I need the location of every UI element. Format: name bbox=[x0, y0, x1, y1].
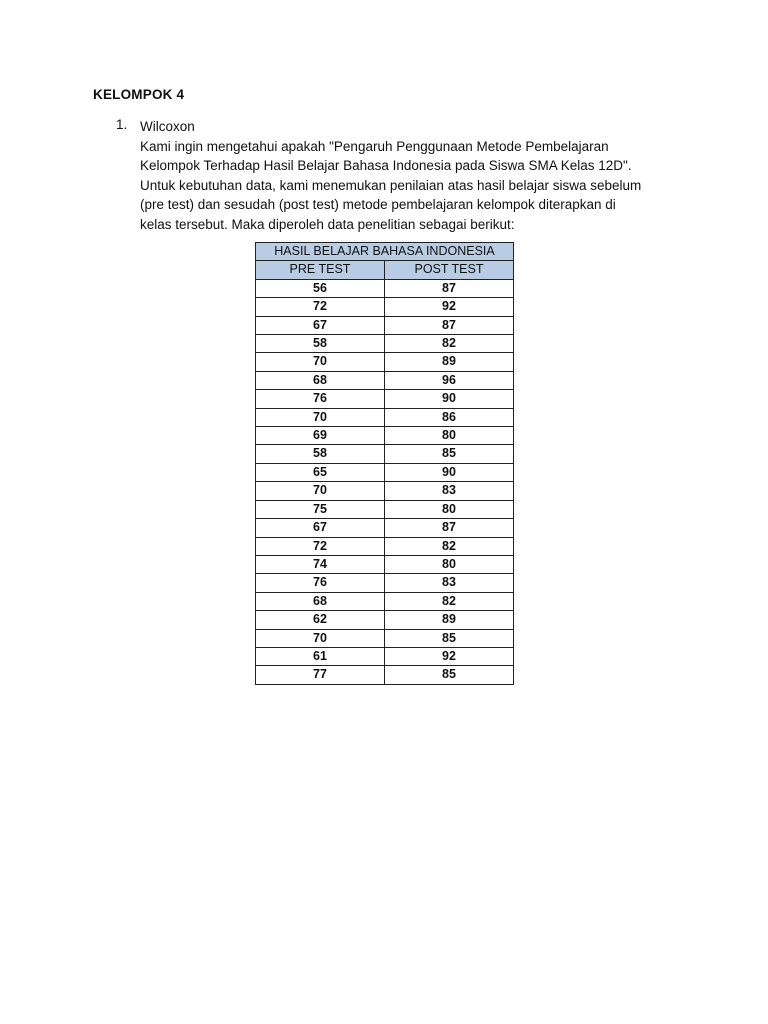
post-test-cell: 83 bbox=[385, 574, 514, 592]
pre-test-cell: 65 bbox=[256, 463, 385, 481]
pre-test-cell: 62 bbox=[256, 611, 385, 629]
table-row bbox=[256, 298, 514, 316]
table-row bbox=[256, 353, 514, 371]
pre-test-cell: 68 bbox=[256, 592, 385, 610]
pre-test-cell: 68 bbox=[256, 371, 385, 389]
paragraph-line: Kami ingin mengetahui apakah "Pengaruh Penggunaan Metode Pembelajaran bbox=[140, 138, 609, 154]
table-row bbox=[256, 482, 514, 500]
table-row bbox=[256, 316, 514, 334]
table-row bbox=[256, 408, 514, 426]
pre-test-cell: 76 bbox=[256, 574, 385, 592]
table-row bbox=[256, 611, 514, 629]
table-row bbox=[256, 666, 514, 684]
item-body bbox=[140, 117, 680, 234]
table-row bbox=[256, 519, 514, 537]
pre-test-cell: 75 bbox=[256, 500, 385, 518]
pre-test-cell: 58 bbox=[256, 335, 385, 353]
table-row bbox=[256, 537, 514, 555]
paragraph-line: (pre test) dan sesudah (post test) metode pembelajaran kelompok diterapkan di bbox=[140, 197, 616, 212]
table-body bbox=[256, 279, 514, 684]
post-test-cell: 80 bbox=[385, 500, 514, 518]
table-title: HASIL BELAJAR BAHASA INDONESIA bbox=[256, 243, 514, 261]
pre-test-cell: 72 bbox=[256, 537, 385, 555]
pre-test-cell: 56 bbox=[256, 279, 385, 297]
item-title: Wilcoxon bbox=[140, 119, 195, 134]
post-test-cell: 82 bbox=[385, 335, 514, 353]
post-test-cell: 86 bbox=[385, 408, 514, 426]
table-row bbox=[256, 427, 514, 445]
pre-test-cell: 74 bbox=[256, 555, 385, 573]
post-test-cell: 85 bbox=[385, 445, 514, 463]
post-test-cell: 92 bbox=[385, 647, 514, 665]
table-row bbox=[256, 500, 514, 518]
post-test-cell: 96 bbox=[385, 371, 514, 389]
post-test-cell: 80 bbox=[385, 555, 514, 573]
table-row bbox=[256, 371, 514, 389]
post-test-cell: 89 bbox=[385, 353, 514, 371]
post-test-cell: 80 bbox=[385, 427, 514, 445]
pre-test-cell: 70 bbox=[256, 408, 385, 426]
pre-test-cell: 70 bbox=[256, 353, 385, 371]
table-row bbox=[256, 574, 514, 592]
pre-test-cell: 58 bbox=[256, 445, 385, 463]
pre-test-cell: 67 bbox=[256, 316, 385, 334]
item-paragraph bbox=[140, 137, 680, 235]
post-test-cell: 82 bbox=[385, 592, 514, 610]
table-row bbox=[256, 445, 514, 463]
table-row bbox=[256, 463, 514, 481]
post-test-cell: 87 bbox=[385, 316, 514, 334]
paragraph-line: kelas tersebut. Maka diperoleh data penelitian sebagai berikut: bbox=[140, 216, 515, 232]
item-number: 1. bbox=[116, 117, 128, 132]
post-test-cell: 85 bbox=[385, 666, 514, 684]
post-test-cell: 85 bbox=[385, 629, 514, 647]
results-table bbox=[255, 242, 514, 685]
pre-test-cell: 76 bbox=[256, 390, 385, 408]
pre-test-cell: 77 bbox=[256, 666, 385, 684]
table-row bbox=[256, 390, 514, 408]
post-test-cell: 83 bbox=[385, 482, 514, 500]
group-heading: KELOMPOK 4 bbox=[93, 87, 185, 102]
table-row bbox=[256, 555, 514, 573]
pre-test-cell: 70 bbox=[256, 482, 385, 500]
post-test-cell: 87 bbox=[385, 279, 514, 297]
pre-test-cell: 61 bbox=[256, 647, 385, 665]
post-test-cell: 90 bbox=[385, 390, 514, 408]
pre-test-cell: 72 bbox=[256, 298, 385, 316]
table-row bbox=[256, 592, 514, 610]
post-test-cell: 87 bbox=[385, 519, 514, 537]
table-row bbox=[256, 335, 514, 353]
post-test-cell: 92 bbox=[385, 298, 514, 316]
table-row bbox=[256, 279, 514, 297]
column-header-pre-test: PRE TEST bbox=[256, 261, 385, 279]
paragraph-line: Kelompok Terhadap Hasil Belajar Bahasa Indonesia pada Siswa SMA Kelas 12D". bbox=[140, 158, 632, 173]
pre-test-cell: 70 bbox=[256, 629, 385, 647]
column-header-post-test: POST TEST bbox=[385, 261, 514, 279]
post-test-cell: 82 bbox=[385, 537, 514, 555]
pre-test-cell: 69 bbox=[256, 427, 385, 445]
post-test-cell: 90 bbox=[385, 463, 514, 481]
pre-test-cell: 67 bbox=[256, 519, 385, 537]
post-test-cell: 89 bbox=[385, 611, 514, 629]
table-row bbox=[256, 647, 514, 665]
paragraph-line: Untuk kebutuhan data, kami menemukan penilaian atas hasil belajar siswa sebelum bbox=[140, 177, 642, 193]
table-row bbox=[256, 629, 514, 647]
